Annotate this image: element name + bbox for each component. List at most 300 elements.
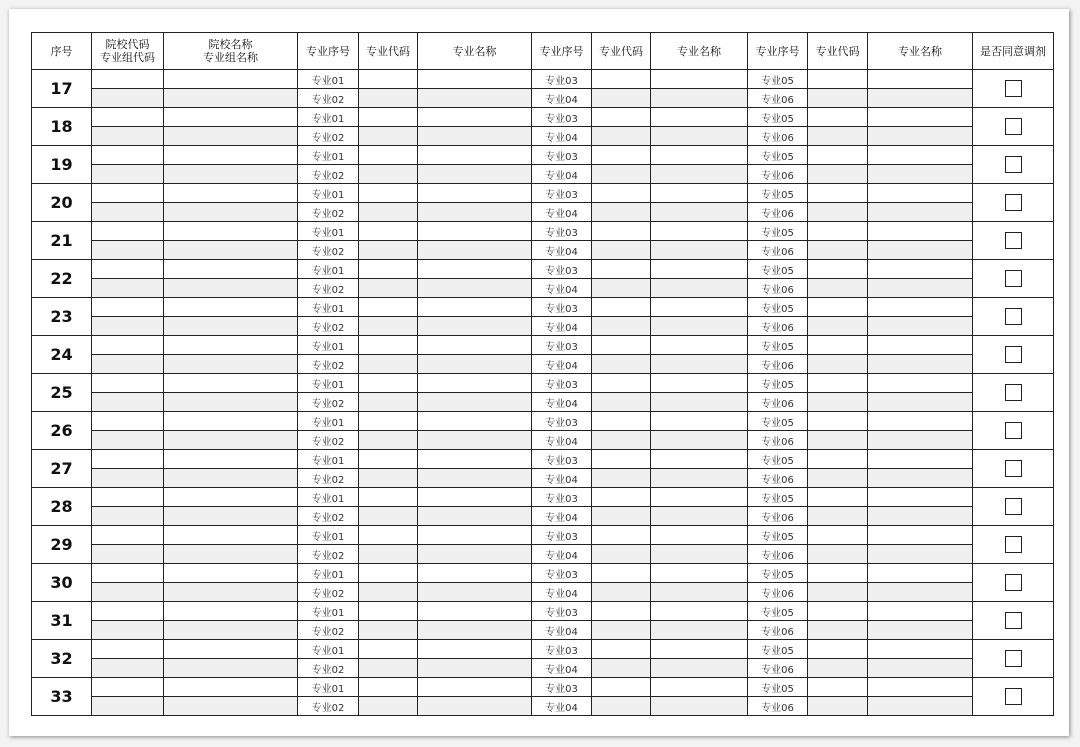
school-name-field[interactable] [164,336,298,355]
adjust-checkbox[interactable] [1005,118,1022,135]
major-code-field[interactable] [359,279,418,298]
major-name-field[interactable] [651,450,748,469]
major-name-field[interactable] [651,89,748,108]
major-code-field[interactable] [592,659,651,678]
school-code-field[interactable] [92,602,164,621]
major-name-field[interactable] [418,317,532,336]
group-name-field[interactable] [164,621,298,640]
major-name-field[interactable] [651,659,748,678]
major-name-field[interactable] [651,374,748,393]
major-code-field[interactable] [359,184,418,203]
major-name-field[interactable] [418,469,532,488]
adjust-checkbox[interactable] [1005,460,1022,477]
major-code-field[interactable] [592,431,651,450]
major-name-field[interactable] [868,127,973,146]
major-code-field[interactable] [359,222,418,241]
major-name-field[interactable] [651,526,748,545]
major-name-field[interactable] [868,260,973,279]
group-name-field[interactable] [164,545,298,564]
major-name-field[interactable] [418,241,532,260]
major-code-field[interactable] [808,374,868,393]
major-code-field[interactable] [359,545,418,564]
major-code-field[interactable] [359,412,418,431]
adjust-checkbox[interactable] [1005,384,1022,401]
school-code-field[interactable] [92,222,164,241]
major-code-field[interactable] [808,526,868,545]
major-code-field[interactable] [359,507,418,526]
school-name-field[interactable] [164,488,298,507]
major-name-field[interactable] [868,545,973,564]
school-code-field[interactable] [92,260,164,279]
major-name-field[interactable] [868,203,973,222]
major-code-field[interactable] [808,355,868,374]
school-name-field[interactable] [164,260,298,279]
major-code-field[interactable] [808,583,868,602]
school-name-field[interactable] [164,678,298,697]
major-code-field[interactable] [808,431,868,450]
major-code-field[interactable] [592,336,651,355]
major-name-field[interactable] [868,374,973,393]
school-code-field[interactable] [92,184,164,203]
major-name-field[interactable] [418,431,532,450]
major-code-field[interactable] [592,108,651,127]
group-name-field[interactable] [164,127,298,146]
group-name-field[interactable] [164,279,298,298]
major-name-field[interactable] [651,184,748,203]
school-code-field[interactable] [92,412,164,431]
major-code-field[interactable] [359,317,418,336]
major-name-field[interactable] [418,412,532,431]
school-name-field[interactable] [164,70,298,89]
major-name-field[interactable] [868,450,973,469]
major-code-field[interactable] [359,165,418,184]
major-seq-label: 专业02 [298,165,359,184]
major-code-field[interactable] [359,526,418,545]
major-code-field[interactable] [359,203,418,222]
school-name-field[interactable] [164,298,298,317]
major-code-field[interactable] [808,127,868,146]
major-name-field[interactable] [418,355,532,374]
major-code-field[interactable] [592,545,651,564]
major-name-field[interactable] [418,127,532,146]
major-code-field[interactable] [592,488,651,507]
group-code-field[interactable] [92,469,164,488]
major-code-field[interactable] [359,602,418,621]
group-code-field[interactable] [92,431,164,450]
major-code-field[interactable] [808,393,868,412]
adjust-checkbox[interactable] [1005,194,1022,211]
major-code-field[interactable] [592,146,651,165]
adjust-checkbox[interactable] [1005,612,1022,629]
table-row [32,108,1054,127]
major-name-field[interactable] [418,260,532,279]
major-code-field[interactable] [808,640,868,659]
major-name-field[interactable] [418,203,532,222]
major-name-field[interactable] [651,564,748,583]
group-name-field[interactable] [164,317,298,336]
major-code-field[interactable] [592,602,651,621]
group-name-field[interactable] [164,393,298,412]
major-name-field[interactable] [651,602,748,621]
group-name-field[interactable] [164,431,298,450]
major-code-field[interactable] [808,70,868,89]
major-code-field[interactable] [592,640,651,659]
major-code-field[interactable] [592,279,651,298]
major-code-field[interactable] [808,697,868,716]
adjust-checkbox[interactable] [1005,574,1022,591]
major-name-field[interactable] [418,697,532,716]
major-name-field[interactable] [651,108,748,127]
school-name-field[interactable] [164,640,298,659]
group-name-field[interactable] [164,203,298,222]
major-code-field[interactable] [359,621,418,640]
major-name-field[interactable] [868,241,973,260]
major-name-field[interactable] [868,507,973,526]
adjust-checkbox[interactable] [1005,270,1022,287]
school-code-field[interactable] [92,488,164,507]
major-name-field[interactable] [651,640,748,659]
major-name-field[interactable] [651,583,748,602]
group-code-field[interactable] [92,203,164,222]
major-code-field[interactable] [808,621,868,640]
major-code-field[interactable] [808,450,868,469]
major-seq-label: 专业02 [298,697,359,716]
major-name-field[interactable] [868,146,973,165]
group-name-field[interactable] [164,241,298,260]
group-name-field[interactable] [164,583,298,602]
major-name-field[interactable] [651,127,748,146]
major-code-field[interactable] [592,165,651,184]
major-name-field[interactable] [868,165,973,184]
major-code-field[interactable] [592,697,651,716]
adjust-checkbox[interactable] [1005,498,1022,515]
major-name-field[interactable] [651,298,748,317]
major-code-field[interactable] [808,507,868,526]
major-name-field[interactable] [868,412,973,431]
major-name-field[interactable] [868,70,973,89]
major-name-field[interactable] [868,526,973,545]
major-code-field[interactable] [592,678,651,697]
adjust-checkbox[interactable] [1005,80,1022,97]
major-seq-label: 专业03 [532,374,592,393]
major-code-field[interactable] [592,298,651,317]
group-name-field[interactable] [164,355,298,374]
adjust-cell [973,298,1054,336]
major-name-field[interactable] [418,336,532,355]
major-name-field[interactable] [651,241,748,260]
group-code-field[interactable] [92,165,164,184]
major-code-field[interactable] [592,260,651,279]
major-name-field[interactable] [418,621,532,640]
major-name-field[interactable] [868,640,973,659]
major-code-field[interactable] [359,146,418,165]
major-name-field[interactable] [868,89,973,108]
major-name-field[interactable] [418,564,532,583]
major-name-field[interactable] [651,203,748,222]
major-code-field[interactable] [359,127,418,146]
major-name-field[interactable] [651,469,748,488]
school-code-field[interactable] [92,374,164,393]
major-name-field[interactable] [418,279,532,298]
major-name-field[interactable] [868,488,973,507]
major-code-field[interactable] [592,127,651,146]
major-code-field[interactable] [592,317,651,336]
major-code-field[interactable] [359,241,418,260]
major-name-field[interactable] [418,108,532,127]
major-name-field[interactable] [868,659,973,678]
major-code-field[interactable] [592,412,651,431]
major-name-field[interactable] [418,526,532,545]
major-name-field[interactable] [651,545,748,564]
school-name-field[interactable] [164,450,298,469]
school-code-field[interactable] [92,108,164,127]
major-code-field[interactable] [359,450,418,469]
major-name-field[interactable] [651,431,748,450]
major-name-field[interactable] [868,564,973,583]
major-name-field[interactable] [651,621,748,640]
major-code-field[interactable] [592,355,651,374]
major-name-field[interactable] [651,507,748,526]
major-name-field[interactable] [418,70,532,89]
major-name-field[interactable] [418,374,532,393]
table-row [32,298,1054,317]
major-name-field[interactable] [418,545,532,564]
major-name-field[interactable] [418,222,532,241]
school-name-field[interactable] [164,184,298,203]
major-name-field[interactable] [651,336,748,355]
school-name-field[interactable] [164,108,298,127]
major-name-field[interactable] [868,222,973,241]
major-name-field[interactable] [868,678,973,697]
major-code-field[interactable] [808,222,868,241]
group-code-field[interactable] [92,127,164,146]
school-name-field[interactable] [164,412,298,431]
group-name-field[interactable] [164,507,298,526]
major-name-field[interactable] [868,697,973,716]
major-code-field[interactable] [592,564,651,583]
major-name-field[interactable] [868,431,973,450]
table-row [32,260,1054,279]
major-seq-label: 专业05 [748,108,808,127]
school-code-field[interactable] [92,450,164,469]
major-name-field[interactable] [868,602,973,621]
major-code-field[interactable] [592,222,651,241]
school-code-field[interactable] [92,678,164,697]
major-seq-label: 专业06 [748,89,808,108]
major-code-field[interactable] [808,165,868,184]
major-code-field[interactable] [808,108,868,127]
school-name-field[interactable] [164,146,298,165]
major-code-field[interactable] [808,89,868,108]
major-code-field[interactable] [359,697,418,716]
major-name-field[interactable] [651,279,748,298]
major-code-field[interactable] [808,336,868,355]
major-name-field[interactable] [868,355,973,374]
major-name-field[interactable] [651,70,748,89]
major-code-field[interactable] [808,469,868,488]
major-code-field[interactable] [592,526,651,545]
group-name-field[interactable] [164,697,298,716]
major-name-field[interactable] [418,640,532,659]
major-code-field[interactable] [592,450,651,469]
major-code-field[interactable] [359,659,418,678]
major-code-field[interactable] [592,70,651,89]
major-code-field[interactable] [592,241,651,260]
major-name-field[interactable] [868,317,973,336]
major-code-field[interactable] [592,621,651,640]
major-code-field[interactable] [808,602,868,621]
major-code-field[interactable] [808,146,868,165]
major-name-field[interactable] [418,602,532,621]
adjust-checkbox[interactable] [1005,650,1022,667]
major-name-field[interactable] [651,317,748,336]
major-code-field[interactable] [808,279,868,298]
major-name-field[interactable] [418,393,532,412]
major-seq-label: 专业02 [298,317,359,336]
group-code-field[interactable] [92,241,164,260]
major-name-field[interactable] [651,146,748,165]
major-code-field[interactable] [359,336,418,355]
school-code-field[interactable] [92,564,164,583]
school-code-field[interactable] [92,298,164,317]
major-code-field[interactable] [359,298,418,317]
major-code-field[interactable] [808,659,868,678]
major-code-field[interactable] [359,108,418,127]
group-code-field[interactable] [92,507,164,526]
major-code-field[interactable] [808,412,868,431]
group-code-field[interactable] [92,697,164,716]
group-code-field[interactable] [92,621,164,640]
major-code-field[interactable] [808,564,868,583]
major-code-field[interactable] [359,488,418,507]
major-code-field[interactable] [592,184,651,203]
major-name-field[interactable] [868,279,973,298]
school-name-field[interactable] [164,564,298,583]
adjust-checkbox[interactable] [1005,346,1022,363]
group-code-field[interactable] [92,279,164,298]
group-code-field[interactable] [92,89,164,108]
major-name-field[interactable] [868,393,973,412]
major-code-field[interactable] [808,488,868,507]
major-code-field[interactable] [359,70,418,89]
major-code-field[interactable] [808,298,868,317]
major-code-field[interactable] [359,583,418,602]
major-code-field[interactable] [359,374,418,393]
group-code-field[interactable] [92,545,164,564]
major-name-field[interactable] [651,165,748,184]
school-code-field[interactable] [92,640,164,659]
school-code-field[interactable] [92,336,164,355]
group-name-field[interactable] [164,659,298,678]
major-code-field[interactable] [808,203,868,222]
major-name-field[interactable] [868,298,973,317]
major-code-field[interactable] [592,203,651,222]
major-code-field[interactable] [592,89,651,108]
major-name-field[interactable] [651,697,748,716]
adjust-checkbox[interactable] [1005,156,1022,173]
major-name-field[interactable] [651,488,748,507]
major-name-field[interactable] [651,412,748,431]
major-name-field[interactable] [418,89,532,108]
major-name-field[interactable] [868,583,973,602]
major-name-field[interactable] [418,146,532,165]
major-code-field[interactable] [808,678,868,697]
adjust-checkbox[interactable] [1005,422,1022,439]
major-code-field[interactable] [808,184,868,203]
group-name-field[interactable] [164,89,298,108]
major-name-field[interactable] [418,298,532,317]
major-code-field[interactable] [808,317,868,336]
group-code-field[interactable] [92,583,164,602]
major-code-field[interactable] [592,583,651,602]
major-code-field[interactable] [808,260,868,279]
group-name-field[interactable] [164,165,298,184]
major-code-field[interactable] [808,545,868,564]
group-name-field[interactable] [164,469,298,488]
major-code-field[interactable] [359,469,418,488]
major-name-field[interactable] [418,450,532,469]
major-code-field[interactable] [359,260,418,279]
school-name-field[interactable] [164,374,298,393]
major-code-field[interactable] [592,374,651,393]
major-name-field[interactable] [868,108,973,127]
major-name-field[interactable] [868,621,973,640]
school-name-field[interactable] [164,222,298,241]
major-code-field[interactable] [592,507,651,526]
major-name-field[interactable] [651,393,748,412]
major-code-field[interactable] [359,89,418,108]
major-name-field[interactable] [868,184,973,203]
major-code-field[interactable] [808,241,868,260]
major-name-field[interactable] [868,469,973,488]
major-name-field[interactable] [651,222,748,241]
major-name-field[interactable] [418,659,532,678]
major-code-field[interactable] [592,469,651,488]
major-name-field[interactable] [868,336,973,355]
adjust-checkbox[interactable] [1005,232,1022,249]
major-name-field[interactable] [651,678,748,697]
school-code-field[interactable] [92,70,164,89]
school-code-field[interactable] [92,146,164,165]
major-name-field[interactable] [418,583,532,602]
adjust-checkbox[interactable] [1005,308,1022,325]
major-code-field[interactable] [359,355,418,374]
major-name-field[interactable] [418,678,532,697]
group-code-field[interactable] [92,659,164,678]
major-code-field[interactable] [359,431,418,450]
major-name-field[interactable] [418,184,532,203]
major-code-field[interactable] [359,564,418,583]
major-code-field[interactable] [359,640,418,659]
adjust-checkbox[interactable] [1005,688,1022,705]
major-name-field[interactable] [651,260,748,279]
group-code-field[interactable] [92,393,164,412]
group-code-field[interactable] [92,355,164,374]
group-code-field[interactable] [92,317,164,336]
header-major-seq-3: 专业序号 [748,33,808,70]
major-code-field[interactable] [359,678,418,697]
major-name-field[interactable] [418,165,532,184]
school-name-field[interactable] [164,526,298,545]
school-code-field[interactable] [92,526,164,545]
major-name-field[interactable] [418,507,532,526]
school-name-field[interactable] [164,602,298,621]
adjust-checkbox[interactable] [1005,536,1022,553]
major-name-field[interactable] [651,355,748,374]
major-name-field[interactable] [418,488,532,507]
major-code-field[interactable] [359,393,418,412]
major-code-field[interactable] [592,393,651,412]
